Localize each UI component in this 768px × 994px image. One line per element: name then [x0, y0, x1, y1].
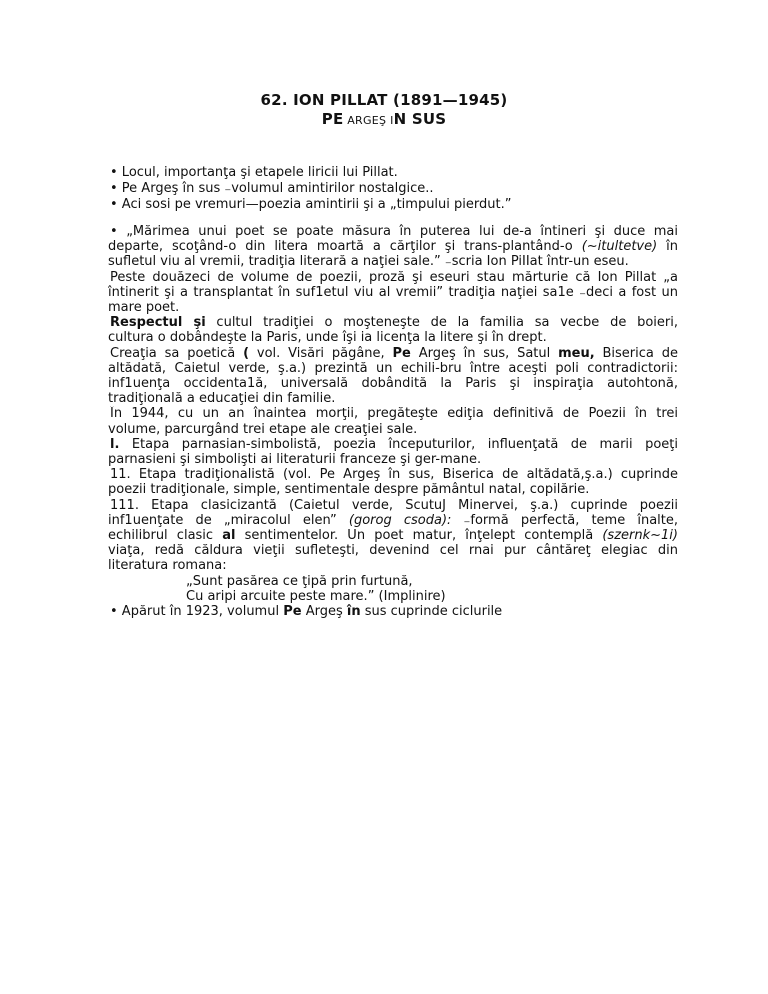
essay-body	[108, 224, 678, 619]
text-span: Argeş	[301, 604, 347, 620]
text-span: sentimentelor. Un poet matur, înţelept contemplă	[235, 528, 603, 544]
summary-item: • Pe Argeş în sus ₋volumul amintirilor nostalgice..	[110, 181, 434, 196]
text-line: altădată, Caietul verde, ş.a.) prezintă un echili-bru între aceşti poli contradictorii:	[108, 360, 678, 376]
text-line: poezii tradiţionale, simple, sentimentale despre pământul natal, copilărie.	[108, 482, 590, 498]
text-line: 11. Etapa tradiţionalistă (vol. Pe Argeş în sus, Biserica de altădată,ş.a.) cuprinde	[110, 467, 678, 483]
bold-span: Pe	[392, 345, 411, 361]
paragraph-5	[108, 406, 678, 436]
summary-item: • Locul, importanţa şi etapele liricii lui Pillat.	[110, 165, 398, 180]
italic-span: (gorog csoda):	[348, 512, 452, 528]
bold-span: în	[346, 604, 361, 620]
text-span: în	[657, 239, 678, 255]
text-line	[108, 239, 678, 254]
text-line: mare poet.	[108, 300, 180, 316]
italic-span: (szernk~1i)	[602, 528, 678, 544]
text-line	[108, 346, 678, 361]
page-title: 62. ION PILLAT (1891—1945)	[260, 91, 508, 109]
closing-bullet	[108, 604, 678, 619]
text-line	[108, 437, 678, 452]
text-line	[108, 315, 678, 330]
summary-item: • Aci sosi pe vremuri—poezia amintirii şi a „timpului pierdut.”	[110, 197, 512, 212]
text-line: literatura romana:	[108, 558, 227, 574]
text-line: Peste douăzeci de volume de poezii, proză şi eseuri stau mărturie că Ion Pillat „a	[110, 269, 678, 285]
text-span: Argeş în sus, Satul	[410, 345, 559, 361]
subtitle-rest: N SUS	[393, 110, 447, 128]
text-span: Creaţia sa poetică	[110, 345, 244, 361]
text-span: Etapa parnasian-simbolistă, poezia începuturilor, influenţată de marii poeţi	[119, 436, 678, 452]
text-line: În 1944, cu un an înaintea morţii, pregăteşte ediţia definitivă de Poezii în trei	[110, 406, 678, 422]
text-span: departe, scoţând-o din litera moartă a cărţilor şi trans-plantând-o	[108, 239, 582, 255]
bold-span: Respectul şi	[110, 315, 206, 331]
text-span: ₋formă perfectă, teme înalte,	[451, 512, 678, 528]
text-line: cultura o dobândeşte la Paris, unde îşi ia licenţa la litere şi în drept.	[108, 330, 547, 346]
text-line: parnasieni şi simbolişti ai literaturii franceze şi ger-mane.	[108, 452, 482, 468]
paragraph-4	[108, 346, 678, 407]
text-span: echilibrul clasic	[108, 528, 223, 544]
text-line: întinerit şi a transplantat în suf1etul viu al vremii” tradiţia naţiei sa1e ₋deci a fost un	[108, 284, 678, 300]
text-line: • „Mărimea unui poet se poate măsura în puterea lui de-a întineri şi duce mai	[110, 224, 678, 239]
text-span: Biserica de	[594, 345, 678, 361]
text-line	[108, 513, 678, 528]
text-span: sus cuprinde ciclurile	[360, 604, 503, 620]
bold-span: l.	[110, 436, 120, 452]
poem-line: Cu aripi arcuite peste mare.” (Implinire)	[186, 588, 446, 604]
text-line: 111. Etapa clasicizantă (Caietul verde, ScutuJ Minervei, ş.a.) cuprinde poezii	[110, 497, 678, 513]
paragraph-3	[108, 315, 678, 345]
poem-line: „Sunt pasărea ce ţipă prin furtună,	[186, 573, 413, 589]
poem-quote	[108, 574, 678, 604]
text-line: tradiţională a educaţiei din familie.	[108, 391, 336, 407]
paragraph-1	[108, 224, 678, 270]
bold-span: al	[222, 528, 236, 544]
paragraph-2	[108, 270, 678, 316]
bold-span: (	[243, 345, 250, 361]
text-span: inf1uenţate de „miracolul elen”	[108, 512, 349, 528]
text-line: volume, parcurgând trei etape ale creaţiei sale.	[108, 421, 418, 437]
text-span: • Apărut în 1923, volumul	[110, 604, 284, 620]
bold-span: meu,	[558, 345, 595, 361]
summary-list	[110, 165, 511, 213]
text-line	[108, 528, 678, 543]
italic-span: (~itultetve)	[581, 239, 658, 255]
page-subtitle	[0, 110, 768, 128]
subtitle-pe: PE	[321, 110, 344, 128]
text-line: viaţa, redă căldura vieţii sufleteşti, devenind cel rnai pur cântăreţ elegiac din	[108, 543, 678, 559]
paragraph-8	[108, 498, 678, 574]
subtitle-small-caps: ARGEŞ I	[343, 114, 394, 127]
paragraph-6	[108, 437, 678, 467]
paragraph-7	[108, 467, 678, 497]
text-span: vol. Visări păgâne,	[249, 345, 393, 361]
text-line: sufletul viu al vremii, tradiţia literară a naţiei sale.” ₋scria Ion PiIIat într-un eseu.	[108, 254, 629, 270]
bold-span: Pe	[283, 604, 302, 620]
text-span: cultul tradiţiei o moşteneşte de la familia sa vecbe de boieri,	[205, 315, 678, 331]
text-line: inf1uenţa occidenta1ă, universală dobândită la Paris şi inspiraţia autohtonă,	[108, 376, 678, 392]
